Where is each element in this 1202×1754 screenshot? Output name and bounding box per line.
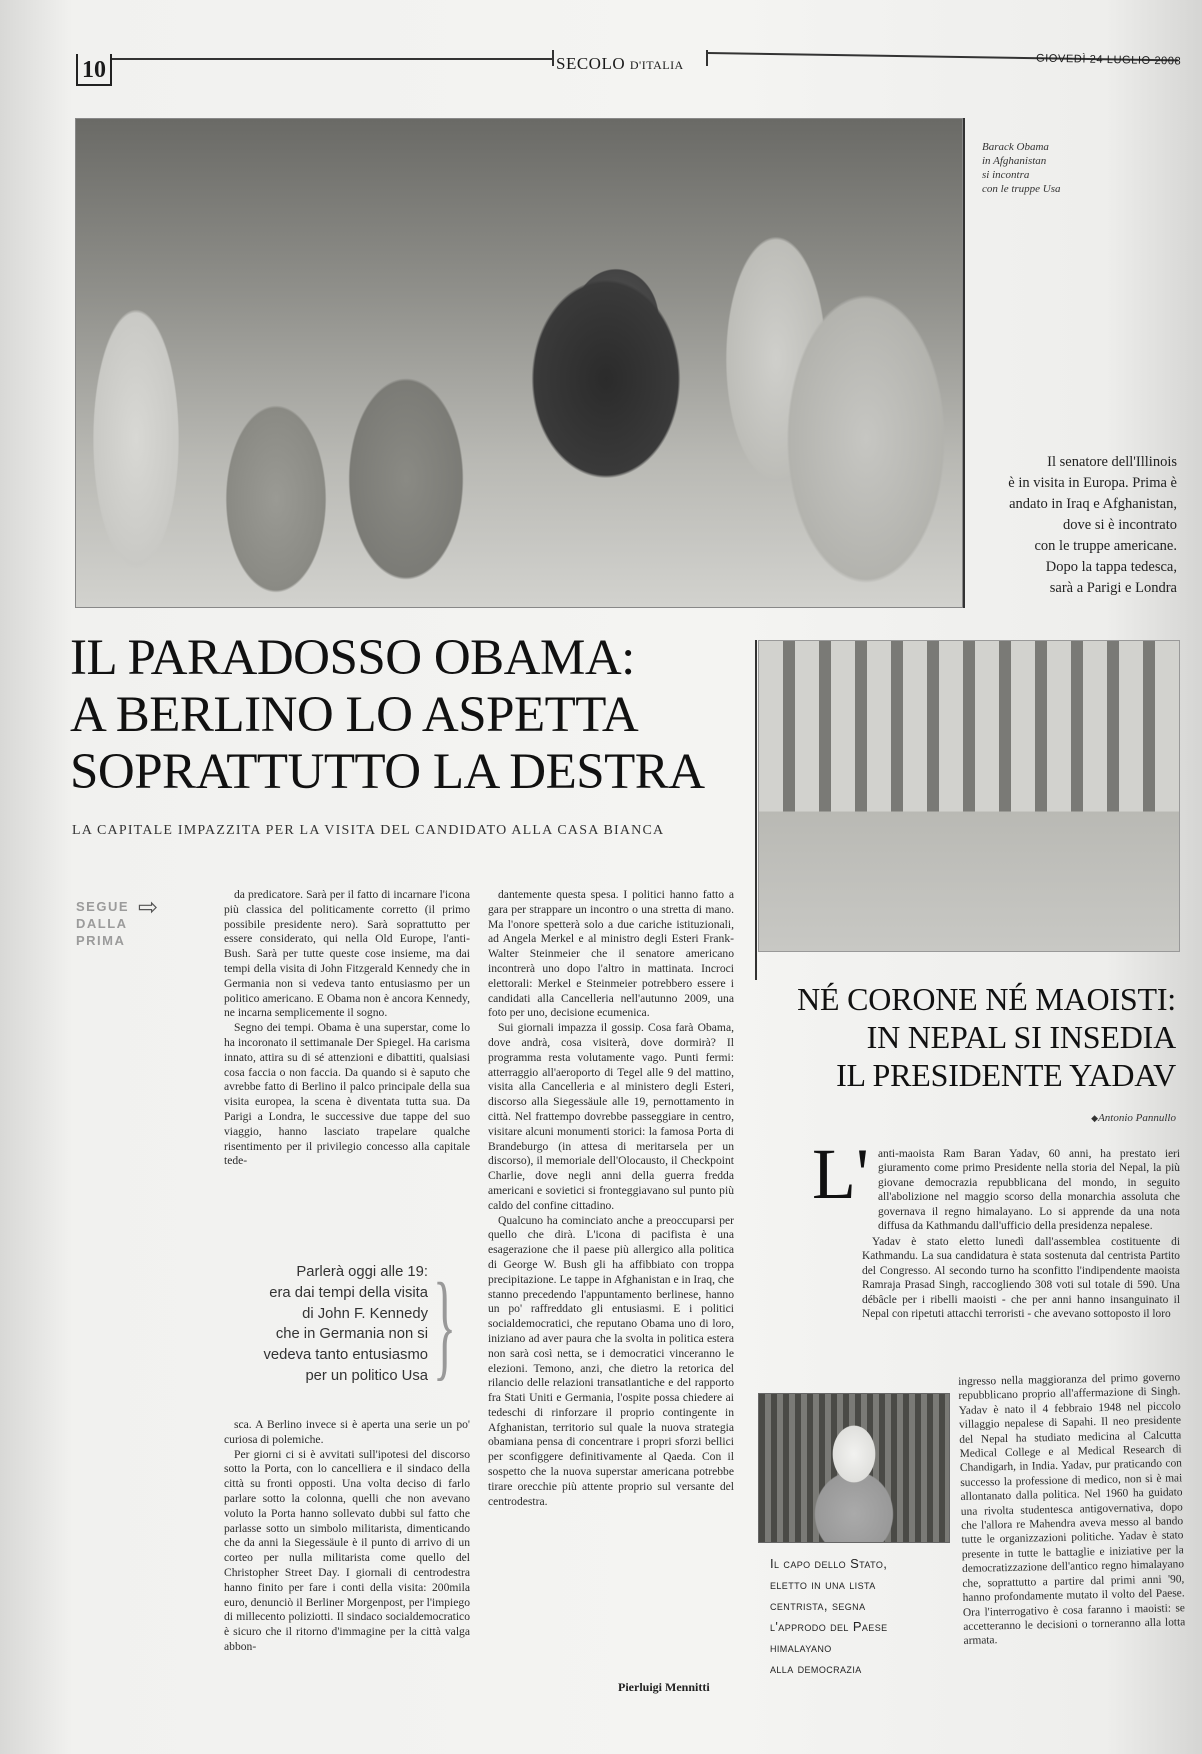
nepal-column-intro xyxy=(878,1147,1180,1237)
yadav-photo xyxy=(758,1393,950,1543)
caption-line: si incontra xyxy=(982,169,1030,181)
article-headline xyxy=(70,630,770,801)
caption-line: è in visita in Europa. Prima è xyxy=(1008,475,1177,491)
headline-line: IL PRESIDENTE YADAV xyxy=(836,1057,1176,1093)
nepal-byline: ◆ Antonio Pannullo xyxy=(1091,1112,1176,1124)
drop-cap: L' xyxy=(812,1134,869,1214)
caption-line: Il capo dello Stato, xyxy=(770,1556,888,1571)
headline-line: NÉ CORONE NÉ MAOISTI: xyxy=(797,981,1176,1017)
article-byline: Pierluigi Mennitti xyxy=(618,1680,710,1694)
caption-line: con le truppe Usa xyxy=(982,183,1061,195)
headline-line: IN NEPAL SI INSEDIA xyxy=(866,1019,1176,1055)
paragraph: da predicatore. Sarà per il fatto di incarnare l'icona più classica del politicamente corretto (il primo possibile presidente nero). Sarà soprattutto per essere considerato, qui nella Old Europe, l'anti-Bush. Sarà per tutte queste cose insieme, ma dai tempi della visita di John Fitzgerald Kennedy che in Germania non si vedeva tanto entusiasmo per un politico americano. E Obama non è ancora Kennedy, ne incarna semplicemente il sogno. xyxy=(224,888,470,1020)
pull-quote-line: Parlerà oggi alle 19: xyxy=(296,1264,428,1280)
photo-caption-top xyxy=(982,140,1082,196)
paragraph: sca. A Berlino invece si è aperta una serie un po' curiosa di polemiche. xyxy=(224,1418,470,1446)
publication-suffix: D'ITALIA xyxy=(629,58,684,72)
caption-line: in Afghanistan xyxy=(982,155,1047,167)
page-number: 10 xyxy=(76,54,112,86)
paragraph: Qualcuno ha cominciato anche a preoccuparsi per quello che dirà. L'icona di pacifista è una esagerazione che il paese più allergico alla politica di George W. Bush gli ha affibbiato con troppa precipitazione. Le tappe in Afghanistan e in Iraq, che stanno precedendo l'appuntamento berlinese, hanno un po' raffreddato gli entusiasmi. E i politici socialdemocratici, che reputano Obama uno di loro, iniziano ad aver paura che la svolta in politica estera non sarà così netta, se i democratici vinceranno le elezioni. Temono, anzi, che dietro la retorica del rilancio delle relazioni transatlantiche e del rapporto fra Stati Uniti e Germania, l'ospite possa chiedere ai tedeschi di rinforzare il proprio contingente in Afghanistan, territorio sul quale la nuova strategia obamiana pensa di concentrare i propri sforzi bellici per sconfiggere definitivamente al Qaeda. Con il sospetto che la nuova superstar americana potrebbe tirare orecchie più attente proprio sul versante del centrodestra. xyxy=(488,1213,734,1508)
pull-quote-line: di John F. Kennedy xyxy=(302,1305,428,1322)
continued-from-front xyxy=(76,898,186,949)
segue-word: SEGUE xyxy=(76,899,130,914)
pull-quote-line: vedeva tanto entusiasmo xyxy=(263,1347,428,1364)
headline-line: A BERLINO LO ASPETTA xyxy=(70,687,639,743)
nepal-headline xyxy=(716,980,1176,1094)
caption-line: Barack Obama xyxy=(982,141,1049,153)
arrow-right-icon: ⇨ xyxy=(138,895,159,921)
article-column-1-top xyxy=(224,888,470,1233)
nepal-column-mid xyxy=(862,1235,1180,1375)
paragraph: dantemente questa spesa. I politici hanno fatto a gara per strappare un incontro o una stretta di mano. Ma l'onore spetterà solo a due cariche istituzionali, ad Angela Merkel e al ministro degli Esteri Frank-Walter Steinmeier che il senatore americano incontrerà uno dopo l'altro in mattinata. Incroci elettorali: Merkel e Steinmeier potrebbero essere i candidati alla Cancelleria nell'autunno 2009, una foto per uno, decisione ecumenica. xyxy=(488,888,734,1020)
paragraph: ingresso nella maggioranza del primo governo repubblicano proprio all'affermazione di Singh. Yadav è nato il 4 febbraio 1948 nel piccolo villaggio nepalese di Sapahi. Il neo presidente del Nepal ha studiato medicina al Calcutta Medical College e al Medical Research di Chandigarh, in India. Yadav, pur praticando con successo la professione di medico, non si è mai allontanato dalla politica. Nel 1960 ha guidato una rivolta studentesca antigovernativa, dopo che l'allora re Mahendra aveva messo al bando tutte le organizzazioni politiche. Yadav è stato presente in tutte le battaglie e iniziative per la democratizzazione dell'antico regno himalayano che, soprattutto a partire dal primi anni '90, hanno profondamente mutato il volto del Paese. Ora l'interrogativo è cosa faranno i maoisti: se accetteranno le decisioni o torneranno alla lotta armata. xyxy=(958,1371,1186,1648)
paragraph: Sui giornali impazza il gossip. Cosa farà Obama, dove andrà, cosa visiterà, dove dormirà? Il programma resta volutamente vago. Punti fermi: atterraggio all'aeroporto di Tegel alle 9 del mattino, visita alla Cancelleria e al ministero degli Esteri, discorso alla Siegessäule alle 19, pernottamento in città. Nel frattempo dovrebbe passeggiare in centro, visitare alcuni monumenti storici: la famosa Porta di Brandeburgo (in attesa di meritarsela per un discorso), il memoriale dell'Olocausto, il Checkpoint Charlie, dove negli anni della guerra fredda americani e sovietici si fronteggiavano sul punto più caldo del confine cittadino. xyxy=(488,1021,734,1212)
caption-line: con le truppe americane. xyxy=(1034,538,1177,554)
caption-line: dove si è incontrato xyxy=(1063,517,1177,533)
caption-line: Dopo la tappa tedesca, xyxy=(1045,559,1177,575)
article-column-2 xyxy=(488,888,734,1675)
paragraph: Yadav è stato eletto lunedì dall'assemblea costituente di Kathmandu. La sua candidatura è stata sostenuta dal centrista Partito del Congresso. Al secondo turno ha sconfitto l'indipendente maoista Ramraja Prasad Singh, raccogliendo 308 voti sul totale di 590. Una débâcle per i ribelli maoisti - che per anni hanno insanguinato il Nepal con ripetuti attacchi terroristi - che avevano sottoposto il loro xyxy=(862,1236,1180,1321)
segue-word: DALLA xyxy=(76,916,128,931)
segue-word: PRIMA xyxy=(76,933,126,948)
caption-line: sarà a Parigi e Londra xyxy=(1049,580,1177,596)
column-divider xyxy=(755,640,757,980)
header-rule-left xyxy=(112,58,552,60)
pull-quote-line: che in Germania non si xyxy=(275,1326,428,1343)
caption-line: andato in Iraq e Afghanistan, xyxy=(1009,496,1177,512)
caption-line: alla democrazia xyxy=(770,1661,862,1676)
caption-line: Il senatore dell'Illinois xyxy=(1047,454,1177,470)
headline-line: IL PARADOSSO OBAMA: xyxy=(70,630,635,686)
photo-caption-box xyxy=(957,452,1177,599)
paragraph: Per giorni ci si è avvitati sull'ipotesi del discorso sotto la Porta, con lo cancelliera e il sindaco della città su fronti opposti. Una volta deciso di farlo parlare sotto la colonna, quelli che non avevano voluto la Porta hanno sollevato dubbi sul fatto che parlasse sotto un simbolo militarista, dimenticando che da anni la Siegessäule è il punto di arrivo di un corteo per nulla militarista come quello del Christopher Street Day. I giornali di centrodestra hanno finito per fare i conti della visita: 200mila euro, denunciò il Berliner Morgenpost, per l'impiego di millecento poliziotti. Il sindaco socialdemocratico è sicuro che il ritorno d'immagine per la città valga abbon- xyxy=(224,1447,470,1653)
article-subhead: LA CAPITALE IMPAZZITA PER LA VISITA DEL CANDIDATO ALLA CASA BIANCA xyxy=(72,823,665,838)
yadav-photo-caption xyxy=(770,1553,940,1679)
issue-date: GIOVEDÌ 24 LUGLIO 2008 xyxy=(1035,52,1182,68)
article-column-1-bottom xyxy=(224,1418,470,1680)
caption-line: eletto in una lista xyxy=(770,1577,876,1592)
caption-line: l'approdo del Paese xyxy=(770,1619,888,1634)
paragraph: anti-maoista Ram Baran Yadav, 60 anni, ha prestato ieri giuramento come primo Presidente nella storia del Nepal, la più giovane democrazia repubblicana del mondo, in seguito all'abolizione nel maggio scorso della monarchia assoluta che governava il regno himalayano. Lo si apprende da una nota diffusa da Kathmandu dall'ufficio della presidenza nepalese. xyxy=(878,1148,1180,1233)
obama-photo xyxy=(75,118,963,608)
publication-title: SECOLO xyxy=(556,54,626,73)
header-rule-tick xyxy=(552,50,554,66)
paragraph: Segno dei tempi. Obama è una superstar, come lo ha incoronato il settimanale Der Spiegel. Ha carisma innato, attira su di sé attenzioni e dibattiti, qualsiasi cosa faccia o non faccia. Da quando si è saputo che avrebbe fatto di Berlino il palco principale della sua visita europea, la scena è diventata tutta sua. Da Parigi a Londra, le successive due tappe del suo viaggio, hanno lasciato trapelare qualche risentimento per il privilegio concesso alla capitale tede- xyxy=(224,1021,470,1168)
headline-line: SOPRATTUTTO LA DESTRA xyxy=(70,744,705,800)
brace-icon: } xyxy=(433,1258,457,1391)
nepal-column-bottom xyxy=(958,1370,1187,1693)
caption-line: himalayano xyxy=(770,1640,832,1655)
pull-quote xyxy=(230,1262,428,1387)
nepal-palace-photo xyxy=(758,640,1180,952)
publication-name xyxy=(556,54,684,74)
caption-line: centrista, segna xyxy=(770,1598,866,1613)
pull-quote-line: era dai tempi della visita xyxy=(269,1284,428,1301)
pull-quote-line: per un politico Usa xyxy=(305,1367,428,1384)
